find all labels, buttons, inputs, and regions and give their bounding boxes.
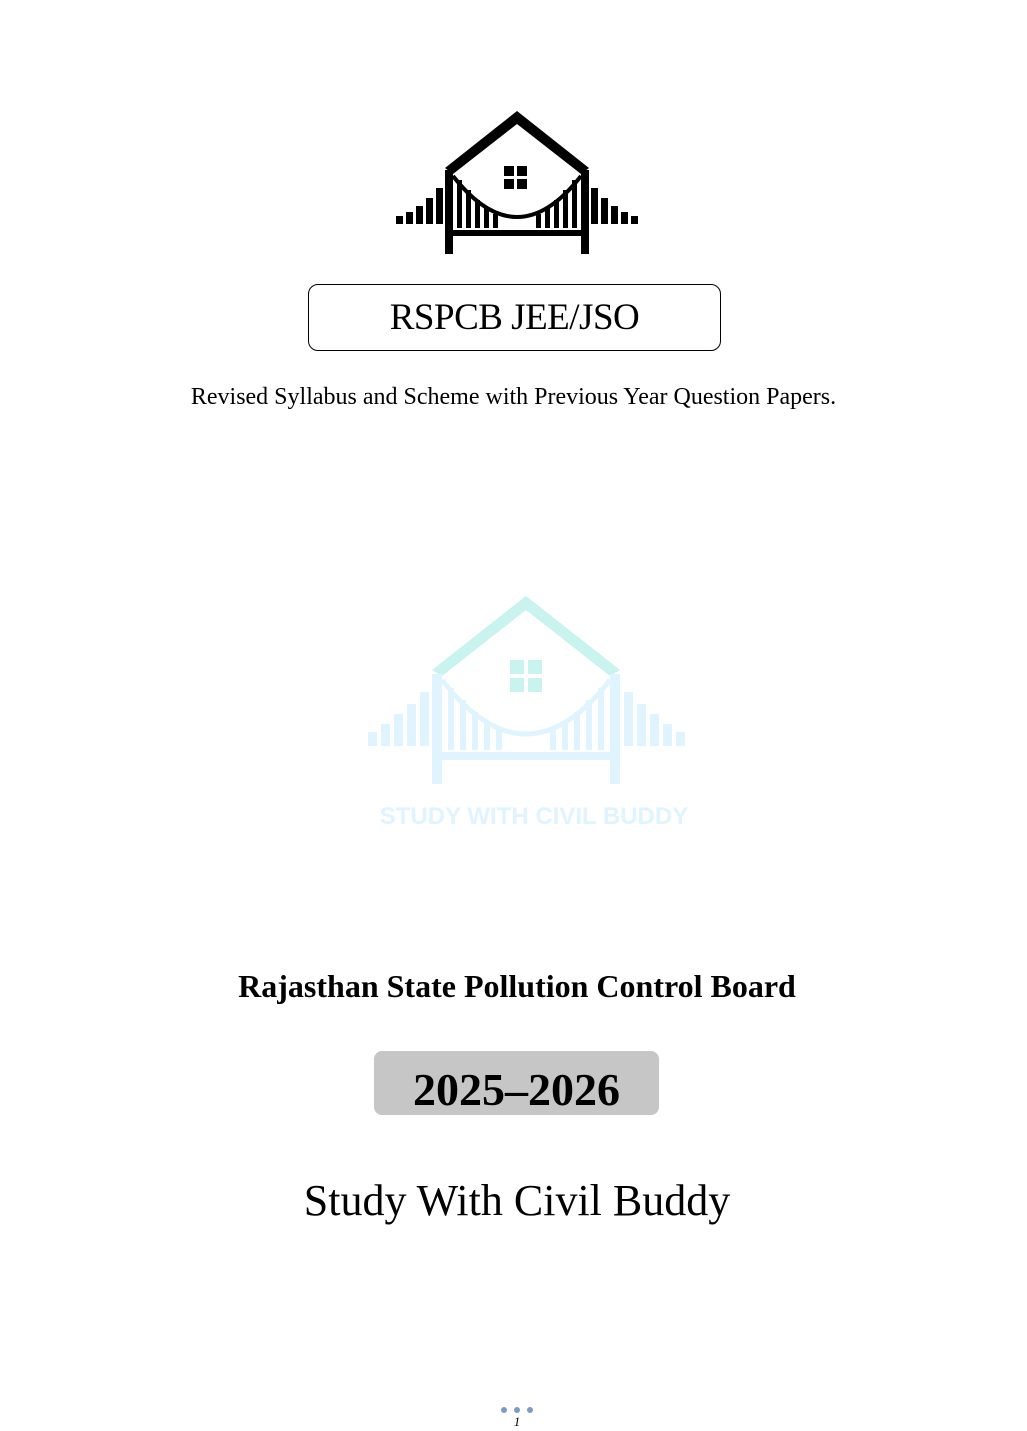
organization-name: Rajasthan State Pollution Control Board [238, 968, 796, 1004]
subtitle: Revised Syllabus and Scheme with Previous Year Question Papers. [190, 384, 837, 410]
exam-title-box [308, 284, 721, 351]
exam-title: RSPCB JEE/JSO [389, 297, 640, 338]
watermark-logo-icon [362, 592, 692, 837]
page-number: 1 [513, 1414, 521, 1429]
brand-name: Study With Civil Buddy [303, 1176, 731, 1225]
year-range: 2025–2026 [413, 1064, 620, 1115]
house-bridge-logo-icon [393, 108, 641, 258]
page-dots-icon [500, 1406, 534, 1414]
watermark-text: STUDY WITH CIVIL BUDDY [379, 803, 689, 830]
year-badge [374, 1051, 659, 1115]
